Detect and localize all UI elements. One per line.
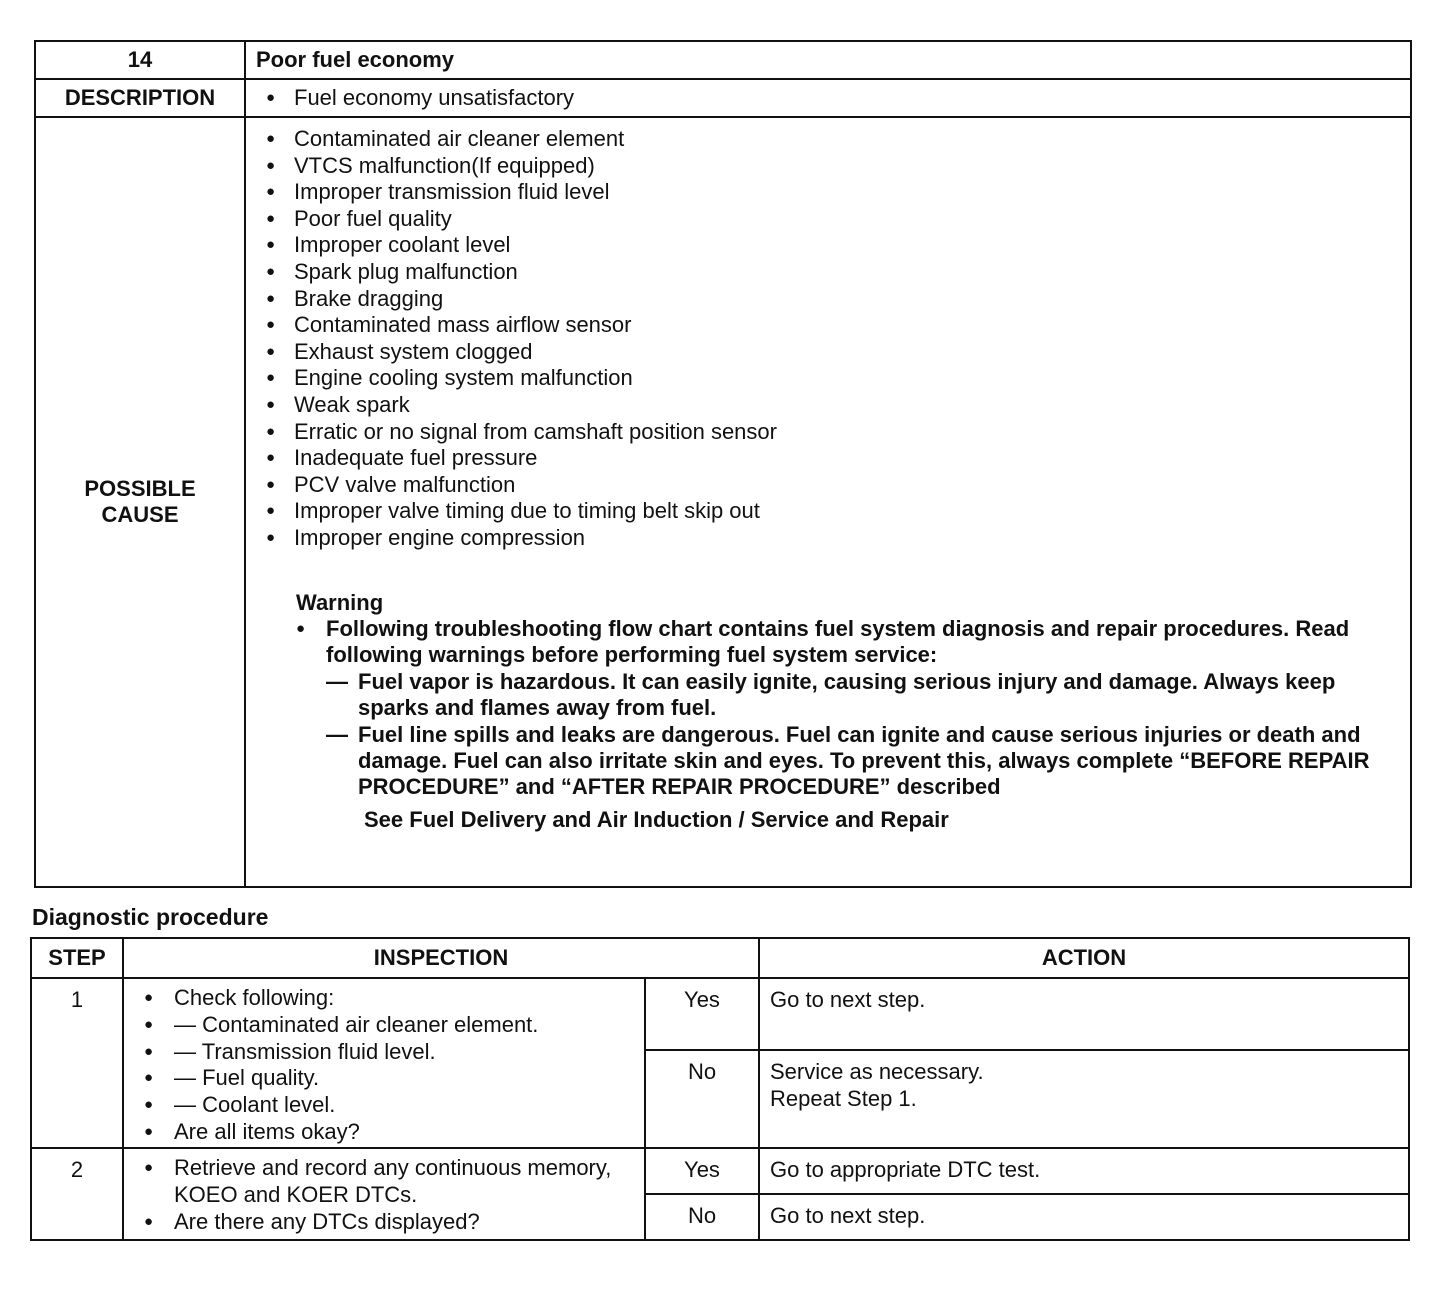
cause-item: ● Inadequate fuel pressure bbox=[246, 445, 1410, 472]
inspection-sub: ● — Transmission fluid level. bbox=[124, 1039, 644, 1066]
step-number: 2 bbox=[31, 1148, 123, 1240]
cause-item: ● Spark plug malfunction bbox=[246, 259, 1410, 286]
no-label: No bbox=[645, 1050, 759, 1148]
cause-item: ● Contaminated air cleaner element bbox=[246, 126, 1410, 153]
see-reference: See Fuel Delivery and Air Induction / Service and Repair bbox=[364, 806, 949, 832]
description-label: DESCRIPTION bbox=[35, 79, 245, 117]
possible-cause-label: POSSIBLE CAUSE bbox=[35, 117, 245, 887]
warning-title: Warning bbox=[296, 589, 384, 615]
cause-item: ● PCV valve malfunction bbox=[246, 472, 1410, 499]
cause-item: ● VTCS malfunction(If equipped) bbox=[246, 153, 1410, 180]
no-label: No bbox=[645, 1194, 759, 1240]
cause-item: ● Erratic or no signal from camshaft position sensor bbox=[246, 419, 1410, 446]
cause-item: ● Exhaust system clogged bbox=[246, 339, 1410, 366]
yes-label: Yes bbox=[645, 1148, 759, 1194]
cause-item: ● Poor fuel quality bbox=[246, 206, 1410, 233]
inspection-item: ● Retrieve and record any continuous memory, KOEO and KOER DTCs. bbox=[124, 1155, 644, 1209]
inspection-sub: ● — Fuel quality. bbox=[124, 1065, 644, 1092]
inspection-header: INSPECTION bbox=[123, 938, 759, 978]
cause-item: ● Brake dragging bbox=[246, 286, 1410, 313]
section-title: Diagnostic procedure bbox=[32, 904, 269, 930]
yes-action: Go to next step. bbox=[759, 978, 1409, 1050]
warning-block bbox=[246, 590, 1410, 834]
step-inspection bbox=[123, 978, 645, 1148]
description-item: ● Fuel economy unsatisfactory bbox=[246, 80, 1410, 116]
cause-list bbox=[246, 126, 1410, 552]
cause-item: ● Contaminated mass airflow sensor bbox=[246, 312, 1410, 339]
cause-item: ● Improper transmission fluid level bbox=[246, 179, 1410, 206]
symptom-table bbox=[34, 40, 1412, 888]
step-header: STEP bbox=[31, 938, 123, 978]
cause-item: ● Engine cooling system malfunction bbox=[246, 365, 1410, 392]
diagnostic-table bbox=[30, 937, 1410, 1241]
cause-item: ● Improper engine compression bbox=[246, 525, 1410, 552]
symptom-number: 14 bbox=[35, 41, 245, 79]
warning-dash-1: — Fuel vapor is hazardous. It can easily ignite, causing serious injury and damage. Always keep sparks and flames away from fuel. bbox=[326, 669, 1410, 722]
warning-main: ● Following troubleshooting flow chart contains fuel system diagnosis and repair procedures. Read following warnings before performing fuel system service: bbox=[296, 616, 1410, 669]
step-number: 1 bbox=[31, 978, 123, 1148]
warning-dash-2: — Fuel line spills and leaks are dangerous. Fuel can ignite and cause serious injuries or death and damage. Fuel can also irritate skin and eyes. To prevent this, always complete “BEFORE REPAIR PROCEDURE” and “AFTER REPAIR PROCEDURE” described bbox=[326, 722, 1410, 801]
inspection-sub: ● — Contaminated air cleaner element. bbox=[124, 1012, 644, 1039]
no-action: Service as necessary. Repeat Step 1. bbox=[759, 1050, 1409, 1148]
inspection-sub: ● — Coolant level. bbox=[124, 1092, 644, 1119]
possible-cause-cell bbox=[245, 117, 1411, 887]
cause-item: ● Improper valve timing due to timing belt skip out bbox=[246, 498, 1410, 525]
step-inspection bbox=[123, 1148, 645, 1240]
yes-action: Go to appropriate DTC test. bbox=[759, 1148, 1409, 1194]
yes-label: Yes bbox=[645, 978, 759, 1050]
inspection-item: ● Check following: bbox=[124, 985, 644, 1012]
no-action: Go to next step. bbox=[759, 1194, 1409, 1240]
action-header: ACTION bbox=[759, 938, 1409, 978]
description-cell bbox=[245, 79, 1411, 117]
inspection-question: ● Are all items okay? bbox=[124, 1119, 644, 1146]
inspection-question: ● Are there any DTCs displayed? bbox=[124, 1209, 644, 1236]
symptom-title: Poor fuel economy bbox=[245, 41, 1411, 79]
cause-item: ● Weak spark bbox=[246, 392, 1410, 419]
cause-item: ● Improper coolant level bbox=[246, 232, 1410, 259]
